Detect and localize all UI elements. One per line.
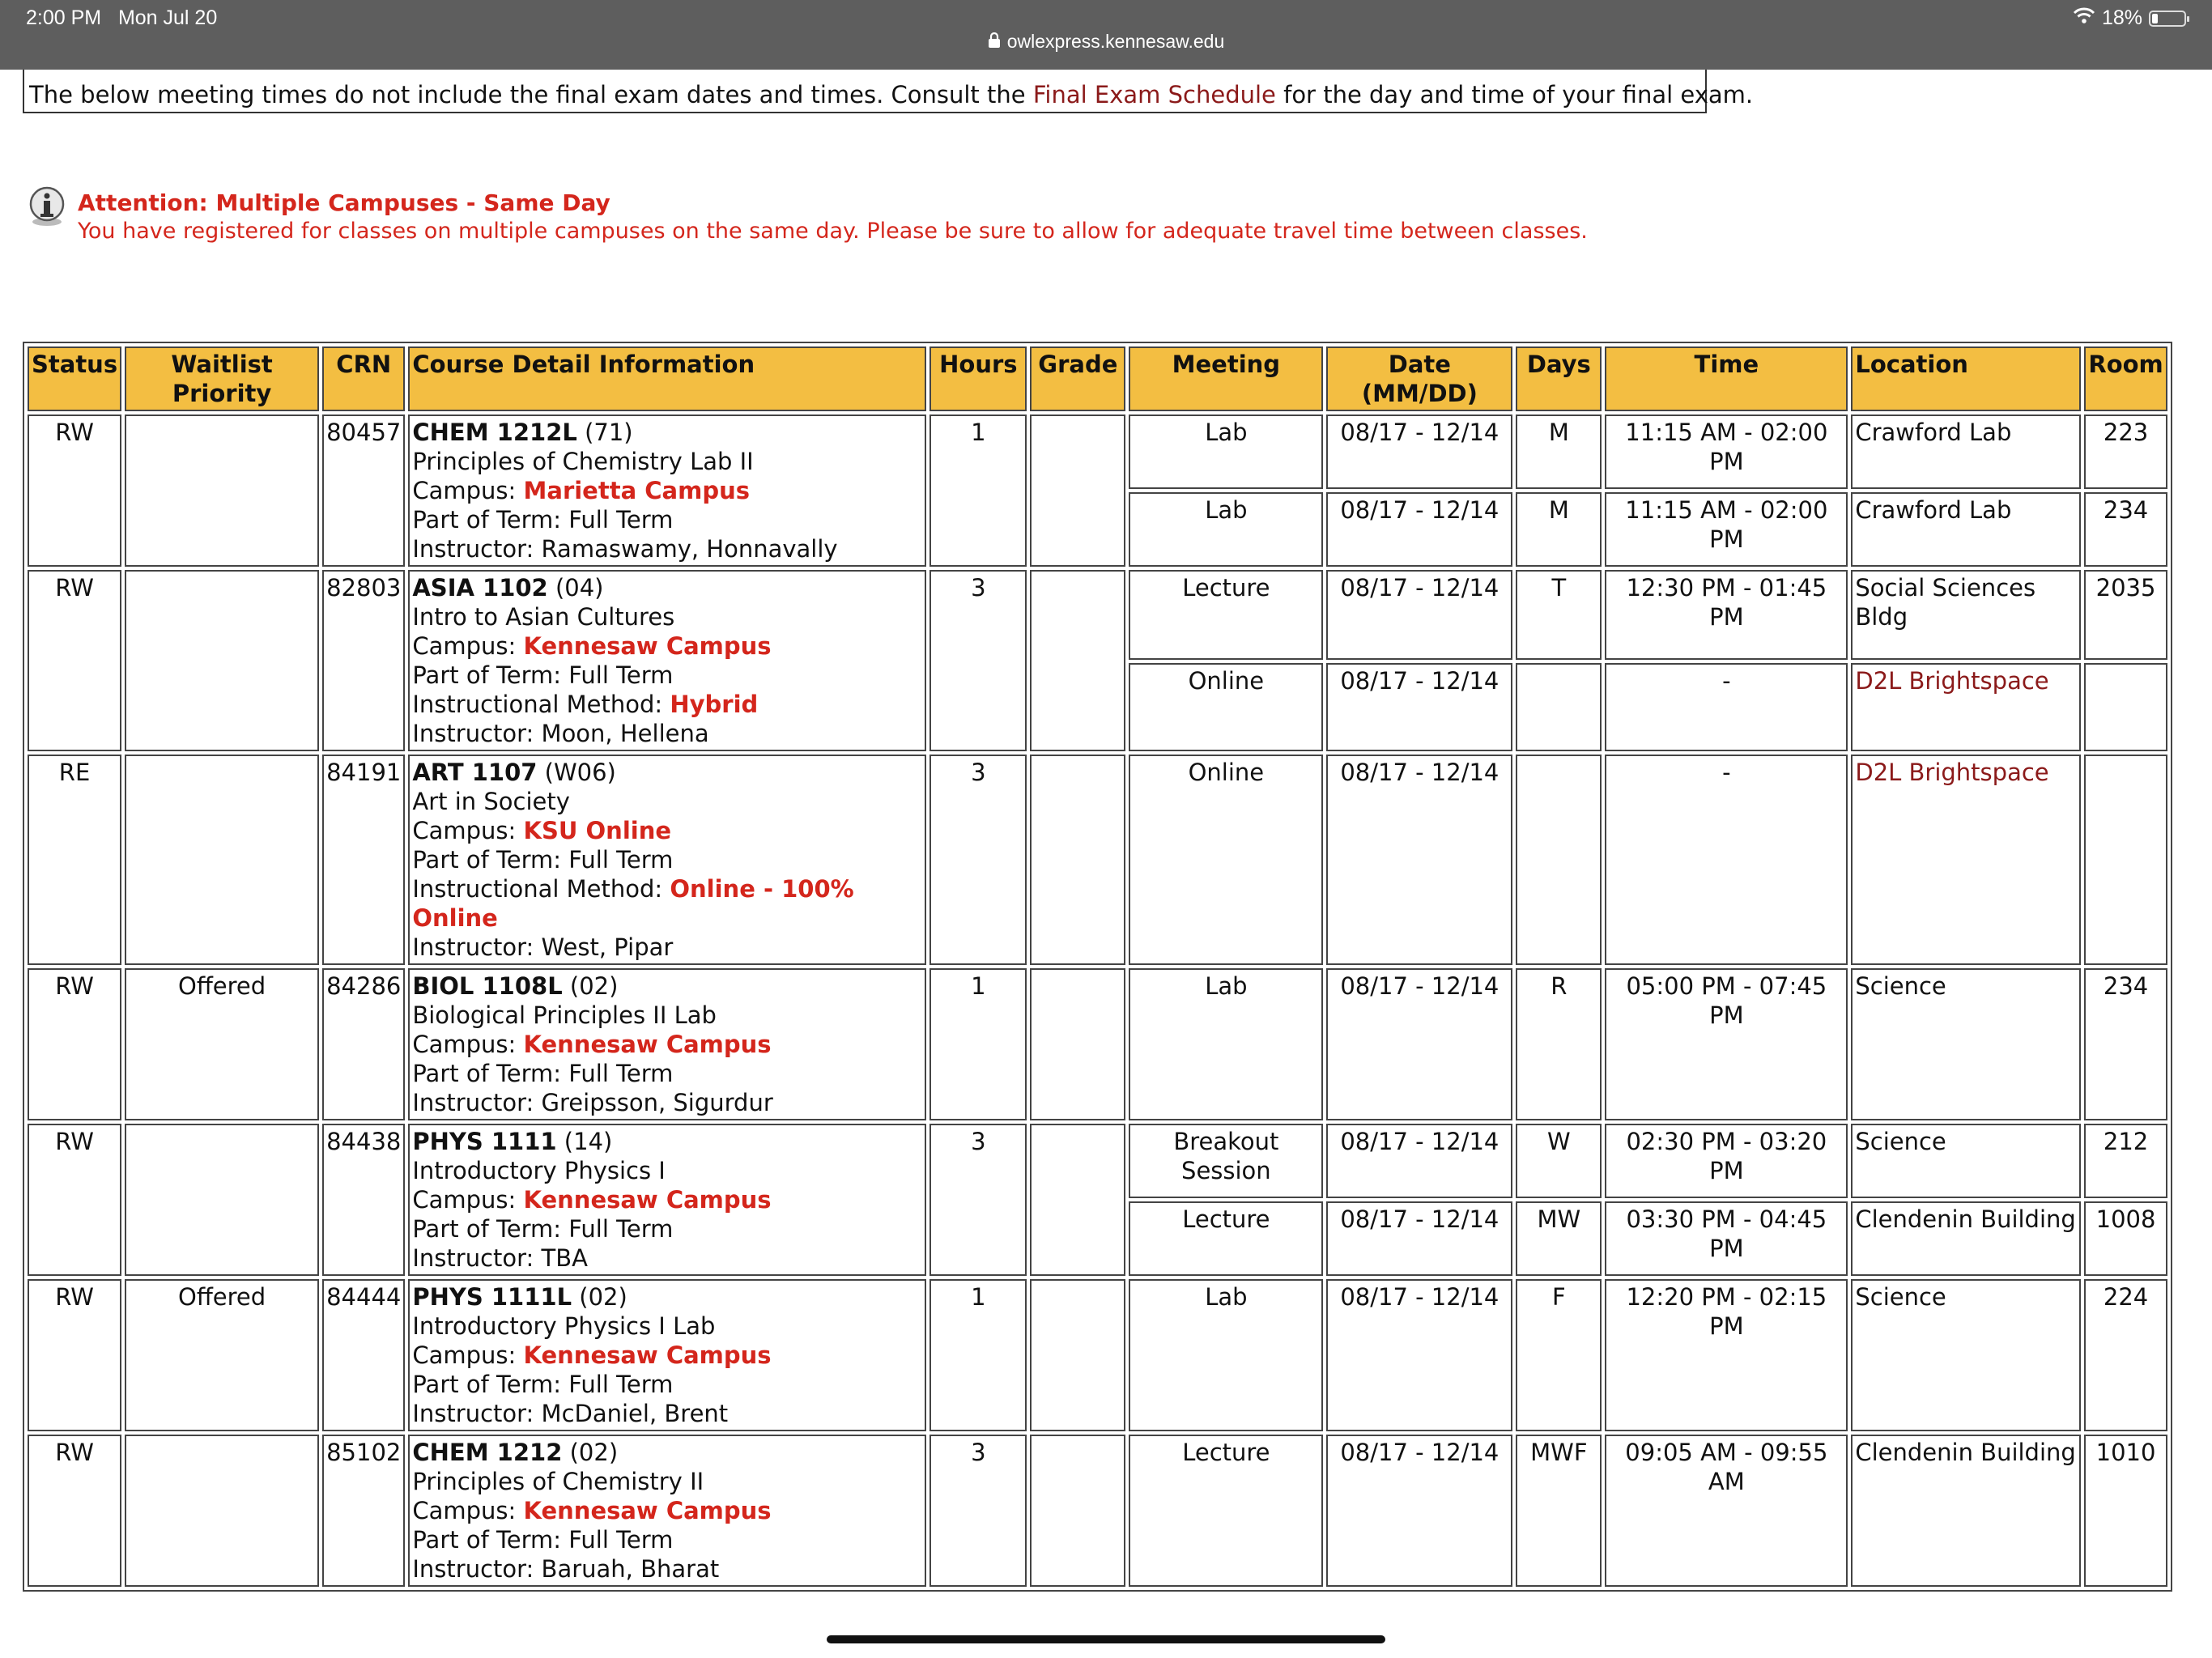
header-meeting: Meeting xyxy=(1129,346,1323,411)
part-of-term-label: Part of Term: xyxy=(412,1371,569,1398)
room-cell: 234 xyxy=(2084,968,2167,1120)
hours-cell: 1 xyxy=(929,414,1027,567)
part-of-term-label: Part of Term: xyxy=(412,1060,569,1087)
instructor-label: Instructor: xyxy=(412,1400,542,1427)
part-of-term-value: Full Term xyxy=(568,1215,674,1243)
hours-cell: 3 xyxy=(929,755,1027,965)
instructor-value: Ramaswamy, Honnavally xyxy=(541,535,838,563)
days-cell: R xyxy=(1516,968,1602,1120)
course-section: (04) xyxy=(547,574,604,602)
days-cell: M xyxy=(1516,492,1602,567)
status-time xyxy=(26,6,217,30)
room-cell xyxy=(2084,755,2167,965)
course-title-line xyxy=(412,573,922,602)
part-of-term-value: Full Term xyxy=(568,506,674,534)
course-code: PHYS 1111L xyxy=(412,1283,572,1311)
time-cell: 12:20 PM - 02:15 PM xyxy=(1605,1279,1848,1431)
clock-date: Mon Jul 20 xyxy=(117,6,218,29)
course-row xyxy=(28,414,2167,489)
campus-line xyxy=(412,816,922,845)
meeting-type-cell: Lab xyxy=(1129,414,1323,489)
campus-label: Campus: xyxy=(412,1186,524,1214)
meeting-type-cell: Online xyxy=(1129,663,1323,751)
course-section: (71) xyxy=(576,419,633,446)
instructor-line xyxy=(412,1244,922,1273)
days-cell xyxy=(1516,755,1602,965)
hours-cell: 3 xyxy=(929,1435,1027,1587)
final-exam-schedule-link[interactable]: Final Exam Schedule xyxy=(1032,81,1276,108)
header-time: Time xyxy=(1605,346,1848,411)
room-cell xyxy=(2084,663,2167,751)
status-cell: RE xyxy=(28,755,121,965)
days-cell: T xyxy=(1516,570,1602,660)
course-detail-cell xyxy=(408,570,926,751)
course-title: Introductory Physics I Lab xyxy=(412,1312,716,1340)
info-icon xyxy=(26,186,68,228)
course-detail-cell xyxy=(408,1279,926,1431)
header-row xyxy=(28,346,2167,411)
part-of-term-value: Full Term xyxy=(568,1371,674,1398)
attention-title: Attention: Multiple Campuses - Same Day xyxy=(78,189,610,216)
instructional-method-label: Instructional Method: xyxy=(412,691,670,718)
crn-cell: 84438 xyxy=(322,1124,405,1276)
hours-cell: 1 xyxy=(929,968,1027,1120)
room-cell: 223 xyxy=(2084,414,2167,489)
hours-cell: 3 xyxy=(929,570,1027,751)
part-of-term-label: Part of Term: xyxy=(412,1526,569,1554)
course-row xyxy=(28,1124,2167,1198)
instructor-label: Instructor: xyxy=(412,720,542,747)
part-of-term-label: Part of Term: xyxy=(412,846,569,874)
course-title-line xyxy=(412,1127,922,1156)
instructor-value: Greipsson, Sigurdur xyxy=(541,1089,773,1116)
location-cell: Science xyxy=(1851,968,2081,1120)
hours-cell: 1 xyxy=(929,1279,1027,1431)
part-of-term-value: Full Term xyxy=(568,846,674,874)
campus-label: Campus: xyxy=(412,1497,524,1524)
waitlist-cell: Offered xyxy=(125,1279,319,1431)
course-detail-cell xyxy=(408,414,926,567)
status-indicators xyxy=(2073,6,2186,30)
grade-cell xyxy=(1030,1124,1125,1276)
instructor-label: Instructor: xyxy=(412,1244,542,1272)
part-of-term-line xyxy=(412,1525,922,1554)
date-cell: 08/17 - 12/14 xyxy=(1326,570,1512,660)
course-code: PHYS 1111 xyxy=(412,1128,557,1155)
part-of-term-line xyxy=(412,1370,922,1399)
instructor-line xyxy=(412,719,922,748)
course-section: (02) xyxy=(562,1439,619,1466)
part-of-term-label: Part of Term: xyxy=(412,1215,569,1243)
campus-value: Kennesaw Campus xyxy=(523,1497,772,1524)
time-cell: 02:30 PM - 03:20 PM xyxy=(1605,1124,1848,1198)
grade-cell xyxy=(1030,968,1125,1120)
days-cell: F xyxy=(1516,1279,1602,1431)
grade-cell xyxy=(1030,1279,1125,1431)
course-code: CHEM 1212 xyxy=(412,1439,563,1466)
instructor-value: West, Pipar xyxy=(541,933,674,961)
course-code: ART 1107 xyxy=(412,759,538,786)
course-section: (02) xyxy=(562,972,619,1000)
meeting-type-cell: Lecture xyxy=(1129,570,1323,660)
part-of-term-line xyxy=(412,845,922,874)
course-title: Principles of Chemistry Lab II xyxy=(412,448,754,475)
part-of-term-value: Full Term xyxy=(568,1060,674,1087)
instructional-method-line xyxy=(412,874,922,933)
time-cell: - xyxy=(1605,755,1848,965)
status-cell: RW xyxy=(28,1279,121,1431)
lock-icon xyxy=(988,32,1001,53)
instructional-method-value: Hybrid xyxy=(670,691,759,718)
status-cell: RW xyxy=(28,968,121,1120)
course-row xyxy=(28,1435,2167,1587)
crn-cell: 80457 xyxy=(322,414,405,567)
campus-value: Kennesaw Campus xyxy=(523,1031,772,1058)
days-cell xyxy=(1516,663,1602,751)
waitlist-cell: Offered xyxy=(125,968,319,1120)
meeting-type-cell: Online xyxy=(1129,755,1323,965)
time-cell: 09:05 AM - 09:55 AM xyxy=(1605,1435,1848,1587)
room-cell: 2035 xyxy=(2084,570,2167,660)
waitlist-cell xyxy=(125,1435,319,1587)
instructor-label: Instructor: xyxy=(412,933,542,961)
location-link[interactable]: D2L Brightspace xyxy=(1851,663,2081,751)
instructor-line xyxy=(412,534,922,563)
course-detail-cell xyxy=(408,1435,926,1587)
header-days: Days xyxy=(1516,346,1602,411)
campus-label: Campus: xyxy=(412,1341,524,1369)
location-cell: Science xyxy=(1851,1279,2081,1431)
meeting-type-cell: Lab xyxy=(1129,492,1323,567)
date-cell: 08/17 - 12/14 xyxy=(1326,414,1512,489)
location-cell: Clendenin Building xyxy=(1851,1435,2081,1587)
waitlist-cell xyxy=(125,1124,319,1276)
course-title-line xyxy=(412,1282,922,1312)
course-code: BIOL 1108L xyxy=(412,972,563,1000)
location-cell: Clendenin Building xyxy=(1851,1201,2081,1276)
course-section: (W06) xyxy=(537,759,616,786)
header-room: Room xyxy=(2084,346,2167,411)
waitlist-cell xyxy=(125,570,319,751)
location-cell: Social Sciences Bldg xyxy=(1851,570,2081,660)
date-cell: 08/17 - 12/14 xyxy=(1326,663,1512,751)
instructor-value: Moon, Hellena xyxy=(541,720,709,747)
header-hours: Hours xyxy=(929,346,1027,411)
part-of-term-value: Full Term xyxy=(568,1526,674,1554)
course-detail-cell xyxy=(408,1124,926,1276)
campus-value: Kennesaw Campus xyxy=(523,1186,772,1214)
instructional-method-value: Online - 100% Online xyxy=(412,875,854,932)
crn-cell: 84444 xyxy=(322,1279,405,1431)
time-cell: 11:15 AM - 02:00 PM xyxy=(1605,414,1848,489)
instructor-line xyxy=(412,1088,922,1117)
time-cell: - xyxy=(1605,663,1848,751)
course-title-line xyxy=(412,1438,922,1467)
status-bar xyxy=(0,0,2212,70)
grade-cell xyxy=(1030,755,1125,965)
days-cell: W xyxy=(1516,1124,1602,1198)
course-code: CHEM 1212L xyxy=(412,419,577,446)
campus-line xyxy=(412,1341,922,1370)
location-link[interactable]: D2L Brightspace xyxy=(1851,755,2081,965)
final-exam-notice xyxy=(23,70,1754,113)
course-detail-cell xyxy=(408,755,926,965)
location-cell: Science xyxy=(1851,1124,2081,1198)
header-course: Course Detail Information xyxy=(408,346,926,411)
header-crn: CRN xyxy=(322,346,405,411)
status-cell: RW xyxy=(28,570,121,751)
crn-cell: 84191 xyxy=(322,755,405,965)
part-of-term-line xyxy=(412,1059,922,1088)
instructor-line xyxy=(412,1399,922,1428)
time-cell: 03:30 PM - 04:45 PM xyxy=(1605,1201,1848,1276)
campus-label: Campus: xyxy=(412,632,524,660)
battery-icon xyxy=(2149,11,2186,27)
notice-text: The below meeting times do not include the final exam dates and times. Consult the xyxy=(29,81,1033,108)
course-title: Intro to Asian Cultures xyxy=(412,603,675,631)
battery-percent: 18% xyxy=(2101,6,2142,29)
date-cell: 08/17 - 12/14 xyxy=(1326,1201,1512,1276)
date-cell: 08/17 - 12/14 xyxy=(1326,1435,1512,1587)
part-of-term-label: Part of Term: xyxy=(412,661,569,689)
campus-line xyxy=(412,631,922,661)
room-cell: 1010 xyxy=(2084,1435,2167,1587)
crn-cell: 85102 xyxy=(322,1435,405,1587)
header-location: Location xyxy=(1851,346,2081,411)
instructional-method-line xyxy=(412,690,922,719)
waitlist-cell xyxy=(125,755,319,965)
crn-cell: 84286 xyxy=(322,968,405,1120)
date-cell: 08/17 - 12/14 xyxy=(1326,492,1512,567)
meeting-type-cell: Lecture xyxy=(1129,1201,1323,1276)
date-cell: 08/17 - 12/14 xyxy=(1326,755,1512,965)
course-title-line xyxy=(412,971,922,1001)
header-date: Date (MM/DD) xyxy=(1326,346,1512,411)
instructor-label: Instructor: xyxy=(412,535,542,563)
campus-line xyxy=(412,1030,922,1059)
room-cell: 234 xyxy=(2084,492,2167,567)
status-cell: RW xyxy=(28,1435,121,1587)
campus-label: Campus: xyxy=(412,817,524,844)
days-cell: MWF xyxy=(1516,1435,1602,1587)
campus-line xyxy=(412,1185,922,1214)
location-cell: Crawford Lab xyxy=(1851,414,2081,489)
instructor-label: Instructor: xyxy=(412,1089,542,1116)
waitlist-cell xyxy=(125,414,319,567)
room-cell: 1008 xyxy=(2084,1201,2167,1276)
header-status: Status xyxy=(28,346,121,411)
location-cell: Crawford Lab xyxy=(1851,492,2081,567)
instructor-line xyxy=(412,1554,922,1584)
schedule-table xyxy=(23,342,2172,1592)
course-title: Introductory Physics I xyxy=(412,1157,666,1184)
course-row xyxy=(28,1279,2167,1431)
meeting-type-cell: Lecture xyxy=(1129,1435,1323,1587)
campus-line xyxy=(412,476,922,505)
address-bar[interactable] xyxy=(0,31,2212,53)
status-cell: RW xyxy=(28,1124,121,1276)
date-cell: 08/17 - 12/14 xyxy=(1326,968,1512,1120)
instructional-method-label: Instructional Method: xyxy=(412,875,670,903)
date-cell: 08/17 - 12/14 xyxy=(1326,1279,1512,1431)
room-cell: 212 xyxy=(2084,1124,2167,1198)
course-title: Biological Principles II Lab xyxy=(412,1001,717,1029)
status-cell: RW xyxy=(28,414,121,567)
grade-cell xyxy=(1030,1435,1125,1587)
campus-label: Campus: xyxy=(412,1031,524,1058)
instructor-label: Instructor: xyxy=(412,1555,542,1583)
days-cell: MW xyxy=(1516,1201,1602,1276)
home-indicator[interactable] xyxy=(827,1635,1385,1643)
grade-cell xyxy=(1030,570,1125,751)
header-waitlist: Waitlist Priority xyxy=(125,346,319,411)
clock-time: 2:00 PM xyxy=(26,6,102,29)
course-row xyxy=(28,755,2167,965)
meeting-type-cell: Breakout Session xyxy=(1129,1124,1323,1198)
time-cell: 05:00 PM - 07:45 PM xyxy=(1605,968,1848,1120)
grade-cell xyxy=(1030,414,1125,567)
date-cell: 08/17 - 12/14 xyxy=(1326,1124,1512,1198)
course-title: Principles of Chemistry II xyxy=(412,1468,704,1495)
course-code: ASIA 1102 xyxy=(412,574,548,602)
course-title-line xyxy=(412,758,922,787)
instructor-value: McDaniel, Brent xyxy=(541,1400,729,1427)
campus-value: Kennesaw Campus xyxy=(523,632,772,660)
notice-text-end: for the day and time of your final exam. xyxy=(1275,81,1754,108)
course-row xyxy=(28,968,2167,1120)
instructor-value: Baruah, Bharat xyxy=(541,1555,720,1583)
campus-value: Marietta Campus xyxy=(523,477,750,504)
instructor-value: TBA xyxy=(541,1244,588,1272)
course-detail-cell xyxy=(408,968,926,1120)
course-title-line xyxy=(412,418,922,447)
time-cell: 12:30 PM - 01:45 PM xyxy=(1605,570,1848,660)
course-title: Art in Society xyxy=(412,788,570,815)
part-of-term-label: Part of Term: xyxy=(412,506,569,534)
attention-text: You have registered for classes on multiple campuses on the same day. Please be sure to allow for adequate travel time between classes. xyxy=(78,219,1588,244)
wifi-icon xyxy=(2073,6,2095,30)
part-of-term-line xyxy=(412,1214,922,1244)
days-cell: M xyxy=(1516,414,1602,489)
hours-cell: 3 xyxy=(929,1124,1027,1276)
room-cell: 224 xyxy=(2084,1279,2167,1431)
meeting-type-cell: Lab xyxy=(1129,968,1323,1120)
meeting-type-cell: Lab xyxy=(1129,1279,1323,1431)
course-row xyxy=(28,570,2167,660)
campus-label: Campus: xyxy=(412,477,524,504)
course-section: (14) xyxy=(556,1128,613,1155)
time-cell: 11:15 AM - 02:00 PM xyxy=(1605,492,1848,567)
part-of-term-value: Full Term xyxy=(568,661,674,689)
campus-value: KSU Online xyxy=(523,817,672,844)
header-grade: Grade xyxy=(1030,346,1125,411)
url-text: owlexpress.kennesaw.edu xyxy=(1006,31,1225,52)
part-of-term-line xyxy=(412,661,922,690)
campus-value: Kennesaw Campus xyxy=(523,1341,772,1369)
campus-line xyxy=(412,1496,922,1525)
part-of-term-line xyxy=(412,505,922,534)
instructor-line xyxy=(412,933,922,962)
crn-cell: 82803 xyxy=(322,570,405,751)
course-section: (02) xyxy=(572,1283,627,1311)
